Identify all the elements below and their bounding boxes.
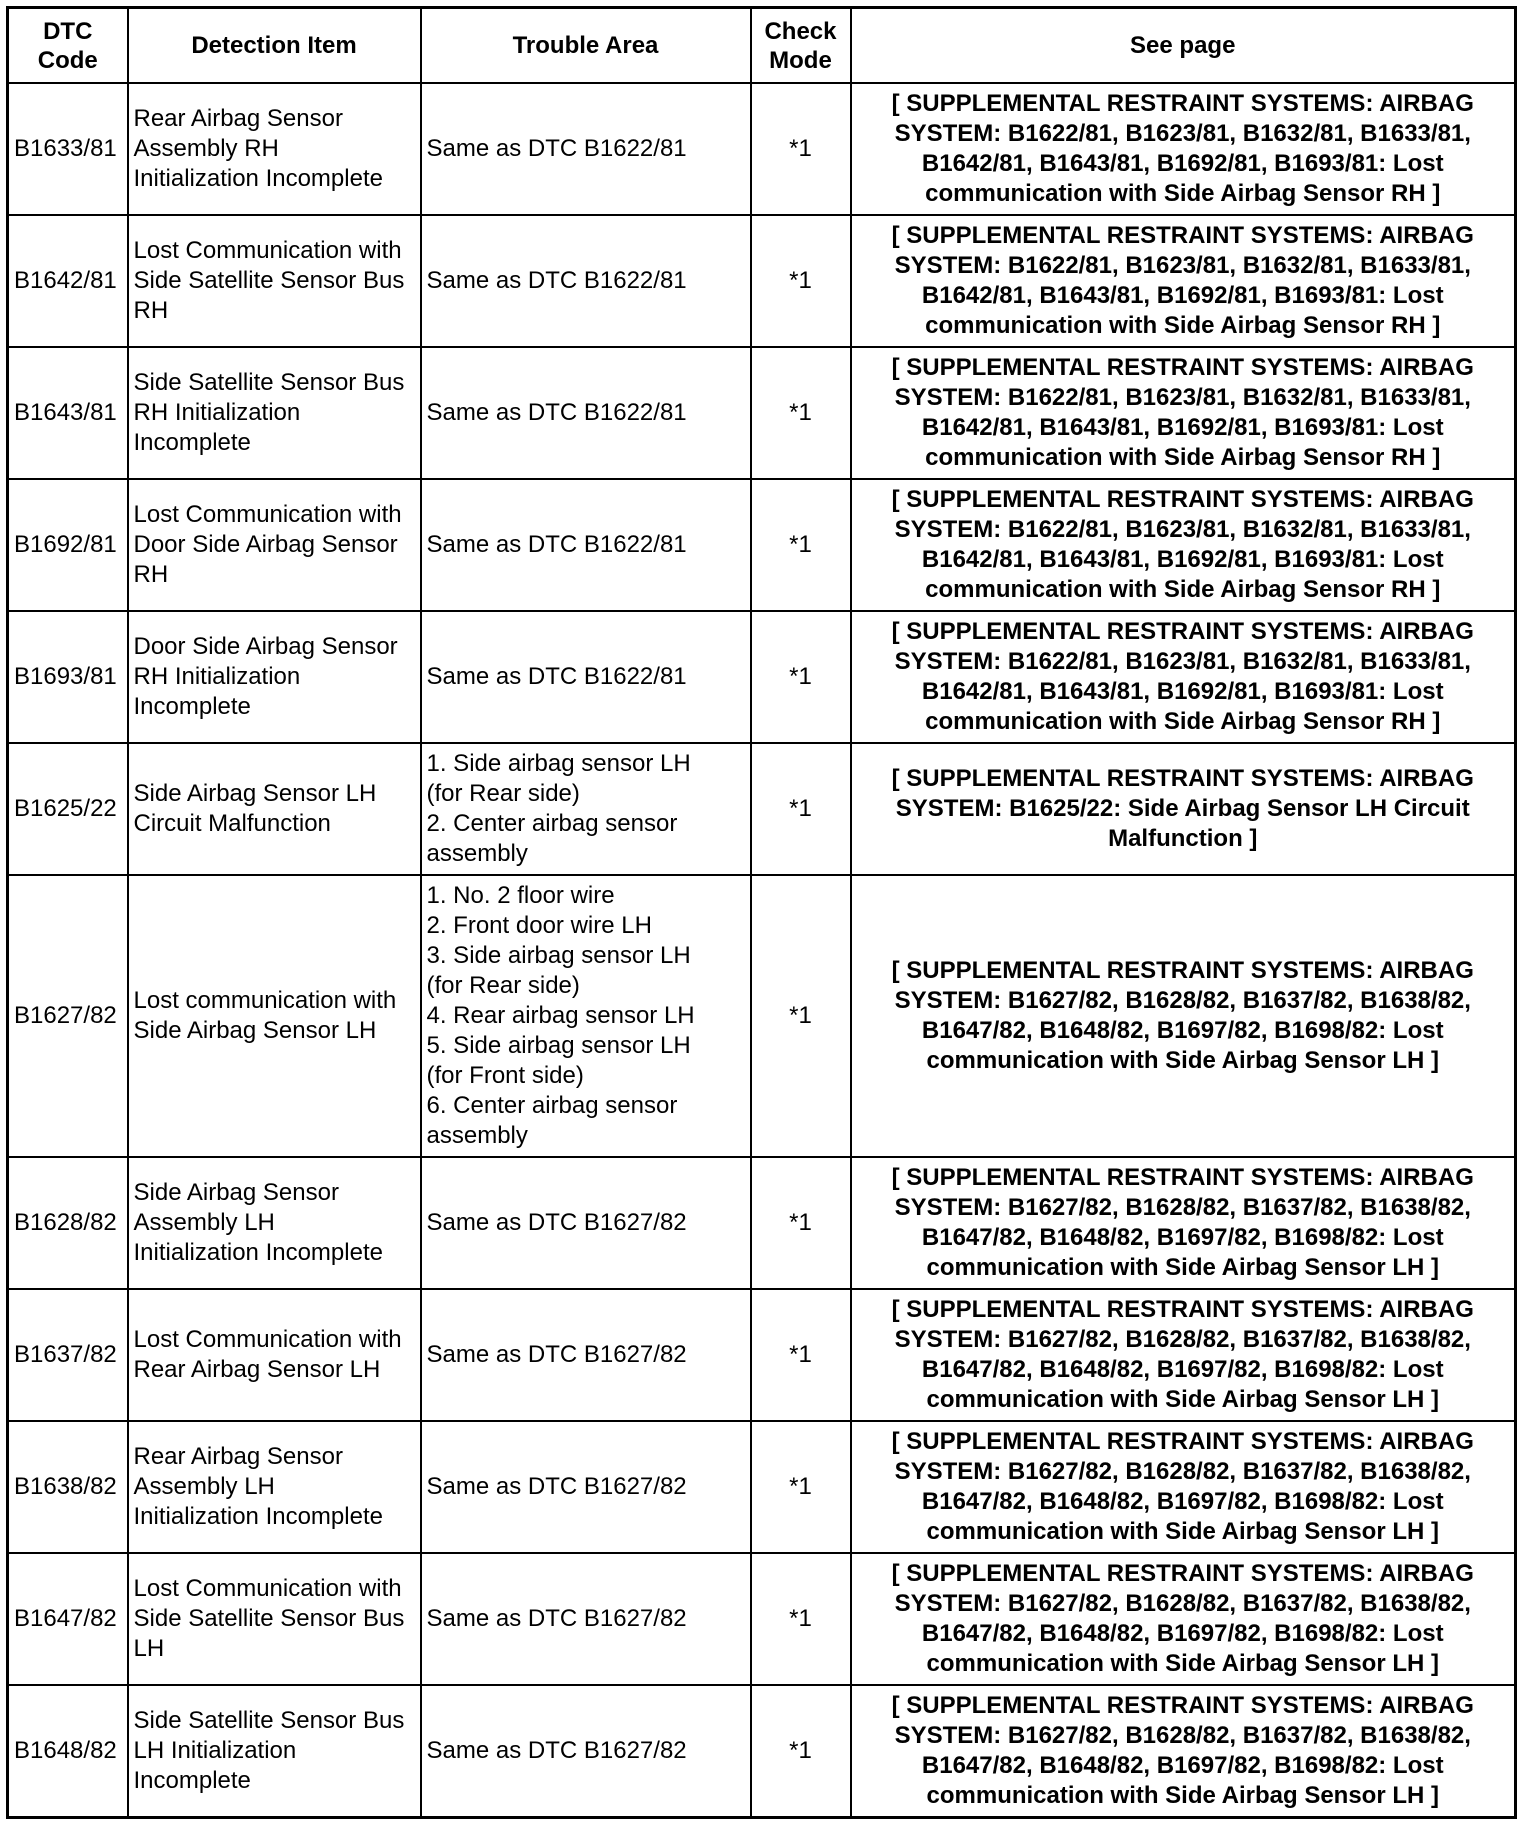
see-page-cell [851, 875, 1516, 1157]
dtc-code-cell: B1647/82 [8, 1553, 128, 1685]
trouble-area-line: 1. Side airbag sensor LH [426, 750, 691, 777]
detection-item-cell [128, 1685, 421, 1817]
detection-item-cell [128, 347, 421, 479]
see-page-line: [ SUPPLEMENTAL RESTRAINT SYSTEMS: AIRBAG [891, 486, 1474, 513]
see-page-cell [851, 347, 1516, 479]
see-page-line: B1647/82, B1648/82, B1697/82, B1698/82: Lost [921, 1356, 1444, 1383]
detection-item-line: Initialization Incomplete [133, 165, 383, 192]
detection-item-line: Lost communication with [133, 987, 397, 1014]
trouble-area-line: 5. Side airbag sensor LH [426, 1032, 691, 1059]
detection-item-line: Assembly LH [133, 1209, 275, 1236]
header-see-page: See page [851, 8, 1516, 84]
trouble-area-cell [421, 1421, 751, 1553]
see-page-line: [ SUPPLEMENTAL RESTRAINT SYSTEMS: AIRBAG [891, 1691, 1474, 1719]
header-dtc-code-line1: DTC [43, 17, 93, 45]
see-page-line: [ SUPPLEMENTAL RESTRAINT SYSTEMS: AIRBAG [891, 618, 1474, 645]
detection-item-line: Lost Communication with [133, 1575, 402, 1602]
check-mode-cell: *1 [751, 215, 851, 347]
trouble-area-cell [421, 1157, 751, 1289]
trouble-area-cell [421, 1553, 751, 1685]
see-page-line: [ SUPPLEMENTAL RESTRAINT SYSTEMS: AIRBAG [891, 1296, 1474, 1323]
see-page-cell [851, 479, 1516, 611]
trouble-area-line: Same as DTC B1627/82 [426, 1605, 687, 1632]
header-check-mode [751, 8, 851, 84]
detection-item-line: Rear Airbag Sensor [133, 1443, 343, 1470]
detection-item-cell [128, 1553, 421, 1685]
see-page-line: SYSTEM: B1627/82, B1628/82, B1637/82, B1638/82, [894, 1326, 1471, 1353]
see-page-cell [851, 611, 1516, 743]
trouble-area-line: 6. Center airbag sensor [426, 1092, 678, 1119]
detection-item-cell [128, 1289, 421, 1421]
detection-item-line: RH [133, 561, 169, 588]
detection-item-line: Circuit Malfunction [133, 810, 331, 837]
trouble-area-line: (for Front side) [426, 1062, 584, 1089]
detection-item-cell [128, 1421, 421, 1553]
trouble-area-cell [421, 875, 751, 1157]
table-row [8, 743, 1516, 875]
dtc-code-cell: B1692/81 [8, 479, 128, 611]
trouble-area-line: 2. Front door wire LH [426, 912, 652, 939]
detection-item-line: Side Airbag Sensor [133, 1179, 339, 1206]
dtc-code-cell: B1642/81 [8, 215, 128, 347]
see-page-line: [ SUPPLEMENTAL RESTRAINT SYSTEMS: AIRBAG [891, 1164, 1474, 1191]
detection-item-line: Incomplete [133, 429, 251, 456]
detection-item-line: Initialization Incomplete [133, 1239, 383, 1266]
see-page-cell [851, 83, 1516, 215]
dtc-code-cell: B1638/82 [8, 1421, 128, 1553]
detection-item-line: Lost Communication with [133, 237, 402, 264]
see-page-line: [ SUPPLEMENTAL RESTRAINT SYSTEMS: AIRBAG [891, 90, 1474, 117]
check-mode-cell: *1 [751, 875, 851, 1157]
detection-item-line: Side Satellite Sensor Bus [133, 369, 405, 396]
see-page-cell [851, 1553, 1516, 1685]
detection-item-line: LH Initialization [133, 1736, 297, 1764]
check-mode-cell: *1 [751, 83, 851, 215]
see-page-line: SYSTEM: B1627/82, B1628/82, B1637/82, B1638/82, [894, 1194, 1471, 1221]
see-page-cell [851, 743, 1516, 875]
table-row [8, 1685, 1516, 1817]
dtc-code-cell: B1627/82 [8, 875, 128, 1157]
detection-item-cell [128, 875, 421, 1157]
see-page-line: [ SUPPLEMENTAL RESTRAINT SYSTEMS: AIRBAG [891, 765, 1474, 792]
table-row [8, 83, 1516, 215]
trouble-area-line: Same as DTC B1622/81 [426, 267, 687, 294]
see-page-line: SYSTEM: B1627/82, B1628/82, B1637/82, B1638/82, [894, 1721, 1471, 1749]
see-page-line: B1642/81, B1643/81, B1692/81, B1693/81: Lost [921, 150, 1444, 177]
trouble-area-cell [421, 479, 751, 611]
detection-item-cell [128, 215, 421, 347]
see-page-line: B1647/82, B1648/82, B1697/82, B1698/82: Lost [921, 1224, 1444, 1251]
table-row [8, 479, 1516, 611]
see-page-line: B1647/82, B1648/82, B1697/82, B1698/82: Lost [921, 1620, 1444, 1647]
see-page-line: communication with Side Airbag Sensor LH ] [926, 1047, 1439, 1074]
see-page-line: communication with Side Airbag Sensor RH ] [925, 708, 1441, 735]
trouble-area-cell [421, 215, 751, 347]
detection-item-line: Lost Communication with [133, 1326, 402, 1353]
table-row [8, 1553, 1516, 1685]
check-mode-cell: *1 [751, 347, 851, 479]
trouble-area-line: (for Rear side) [426, 780, 580, 807]
see-page-line: B1647/82, B1648/82, B1697/82, B1698/82: Lost [921, 1488, 1444, 1515]
detection-item-line: Side Satellite Sensor Bus [133, 1706, 405, 1734]
detection-item-line: Incomplete [133, 693, 251, 720]
dtc-code-cell: B1633/81 [8, 83, 128, 215]
see-page-line: B1647/82, B1648/82, B1697/82, B1698/82: Lost [921, 1751, 1444, 1779]
check-mode-cell: *1 [751, 1553, 851, 1685]
see-page-line: communication with Side Airbag Sensor LH ] [926, 1254, 1439, 1281]
see-page-line: SYSTEM: B1625/22: Side Airbag Sensor LH Circuit [895, 795, 1470, 822]
dtc-code-cell: B1637/82 [8, 1289, 128, 1421]
trouble-area-cell [421, 1289, 751, 1421]
see-page-line: SYSTEM: B1622/81, B1623/81, B1632/81, B1633/81, [894, 252, 1471, 279]
detection-item-line: Side Airbag Sensor LH [133, 780, 377, 807]
see-page-cell [851, 215, 1516, 347]
trouble-area-line: 1. No. 2 floor wire [426, 882, 615, 909]
header-trouble-area: Trouble Area [421, 8, 751, 84]
dtc-table [6, 6, 1517, 1819]
see-page-line: [ SUPPLEMENTAL RESTRAINT SYSTEMS: AIRBAG [891, 1428, 1474, 1455]
see-page-line: B1642/81, B1643/81, B1692/81, B1693/81: Lost [921, 282, 1444, 309]
see-page-line: SYSTEM: B1622/81, B1623/81, B1632/81, B1633/81, [894, 516, 1471, 543]
detection-item-line: Side Satellite Sensor Bus [133, 1605, 405, 1632]
check-mode-cell: *1 [751, 1157, 851, 1289]
check-mode-cell: *1 [751, 1685, 851, 1817]
header-detection-item: Detection Item [128, 8, 421, 84]
trouble-area-line: (for Rear side) [426, 972, 580, 999]
detection-item-line: Door Side Airbag Sensor [133, 531, 398, 558]
see-page-line: communication with Side Airbag Sensor RH ] [925, 312, 1441, 339]
detection-item-cell [128, 743, 421, 875]
see-page-line: communication with Side Airbag Sensor LH ] [926, 1781, 1439, 1809]
trouble-area-line: Same as DTC B1627/82 [426, 1209, 687, 1236]
table-body [8, 83, 1516, 1817]
detection-item-cell [128, 1157, 421, 1289]
detection-item-line: RH Initialization [133, 399, 301, 426]
see-page-line: B1642/81, B1643/81, B1692/81, B1693/81: Lost [921, 678, 1444, 705]
see-page-line: communication with Side Airbag Sensor RH ] [925, 180, 1441, 207]
trouble-area-cell [421, 1685, 751, 1817]
detection-item-line: Assembly LH [133, 1473, 275, 1500]
table-header [8, 8, 1516, 84]
dtc-code-cell: B1625/22 [8, 743, 128, 875]
detection-item-line: Lost Communication with [133, 501, 402, 528]
trouble-area-cell [421, 743, 751, 875]
see-page-cell [851, 1421, 1516, 1553]
table-row [8, 1289, 1516, 1421]
trouble-area-line: assembly [426, 840, 528, 867]
trouble-area-line: Same as DTC B1622/81 [426, 399, 687, 426]
check-mode-cell: *1 [751, 743, 851, 875]
see-page-line: communication with Side Airbag Sensor LH ] [926, 1386, 1439, 1413]
header-dtc-code-line2: Code [37, 46, 98, 74]
see-page-line: SYSTEM: B1622/81, B1623/81, B1632/81, B1633/81, [894, 120, 1471, 147]
trouble-area-line: 2. Center airbag sensor [426, 810, 678, 837]
detection-item-line: RH [133, 297, 169, 324]
see-page-cell [851, 1685, 1516, 1817]
see-page-line: communication with Side Airbag Sensor LH ] [926, 1518, 1439, 1545]
detection-item-line: Side Satellite Sensor Bus [133, 267, 405, 294]
see-page-cell [851, 1157, 1516, 1289]
see-page-cell [851, 1289, 1516, 1421]
detection-item-cell [128, 479, 421, 611]
detection-item-cell [128, 83, 421, 215]
table-row [8, 1157, 1516, 1289]
see-page-line: B1642/81, B1643/81, B1692/81, B1693/81: Lost [921, 414, 1444, 441]
trouble-area-line: 4. Rear airbag sensor LH [426, 1002, 695, 1029]
header-dtc-code [8, 8, 128, 84]
trouble-area-line: 3. Side airbag sensor LH [426, 942, 691, 969]
detection-item-line: Door Side Airbag Sensor [133, 633, 398, 660]
see-page-line: communication with Side Airbag Sensor RH ] [925, 576, 1441, 603]
trouble-area-cell [421, 347, 751, 479]
table-row [8, 1421, 1516, 1553]
see-page-line: [ SUPPLEMENTAL RESTRAINT SYSTEMS: AIRBAG [891, 957, 1474, 984]
see-page-line: SYSTEM: B1627/82, B1628/82, B1637/82, B1638/82, [894, 1590, 1471, 1617]
detection-item-line: Incomplete [133, 1766, 251, 1794]
see-page-line: SYSTEM: B1627/82, B1628/82, B1637/82, B1638/82, [894, 987, 1471, 1014]
see-page-line: Malfunction ] [1108, 825, 1258, 852]
detection-item-line: Assembly RH [133, 135, 279, 162]
check-mode-cell: *1 [751, 479, 851, 611]
trouble-area-line: Same as DTC B1622/81 [426, 531, 687, 558]
trouble-area-line: Same as DTC B1627/82 [426, 1473, 687, 1500]
check-mode-cell: *1 [751, 611, 851, 743]
see-page-line: [ SUPPLEMENTAL RESTRAINT SYSTEMS: AIRBAG [891, 354, 1474, 381]
table-row [8, 215, 1516, 347]
trouble-area-line: Same as DTC B1627/82 [426, 1341, 687, 1368]
see-page-line: [ SUPPLEMENTAL RESTRAINT SYSTEMS: AIRBAG [891, 222, 1474, 249]
dtc-code-cell: B1648/82 [8, 1685, 128, 1817]
check-mode-cell: *1 [751, 1421, 851, 1553]
dtc-code-cell: B1628/82 [8, 1157, 128, 1289]
trouble-area-line: Same as DTC B1622/81 [426, 663, 687, 690]
table-row [8, 875, 1516, 1157]
header-check-mode-line1: Check [764, 17, 837, 45]
trouble-area-line: Same as DTC B1627/82 [426, 1736, 687, 1764]
detection-item-line: RH Initialization [133, 663, 301, 690]
see-page-line: communication with Side Airbag Sensor RH ] [925, 444, 1441, 471]
header-check-mode-line2: Mode [769, 46, 832, 74]
trouble-area-line: Same as DTC B1622/81 [426, 135, 687, 162]
header-row [8, 8, 1516, 84]
table-row [8, 611, 1516, 743]
see-page-line: SYSTEM: B1627/82, B1628/82, B1637/82, B1638/82, [894, 1458, 1471, 1485]
dtc-code-cell: B1643/81 [8, 347, 128, 479]
see-page-line: SYSTEM: B1622/81, B1623/81, B1632/81, B1633/81, [894, 384, 1471, 411]
detection-item-line: LH [133, 1635, 165, 1662]
see-page-line: B1642/81, B1643/81, B1692/81, B1693/81: Lost [921, 546, 1444, 573]
detection-item-cell [128, 611, 421, 743]
see-page-line: [ SUPPLEMENTAL RESTRAINT SYSTEMS: AIRBAG [891, 1560, 1474, 1587]
detection-item-line: Initialization Incomplete [133, 1503, 383, 1530]
detection-item-line: Side Airbag Sensor LH [133, 1017, 377, 1044]
dtc-code-cell: B1693/81 [8, 611, 128, 743]
see-page-line: communication with Side Airbag Sensor LH ] [926, 1650, 1439, 1677]
trouble-area-cell [421, 83, 751, 215]
see-page-line: SYSTEM: B1622/81, B1623/81, B1632/81, B1633/81, [894, 648, 1471, 675]
detection-item-line: Rear Airbag Sensor LH [133, 1356, 381, 1383]
detection-item-line: Rear Airbag Sensor [133, 105, 343, 132]
check-mode-cell: *1 [751, 1289, 851, 1421]
trouble-area-cell [421, 611, 751, 743]
see-page-line: B1647/82, B1648/82, B1697/82, B1698/82: Lost [921, 1017, 1444, 1044]
table-row [8, 347, 1516, 479]
trouble-area-line: assembly [426, 1122, 528, 1149]
